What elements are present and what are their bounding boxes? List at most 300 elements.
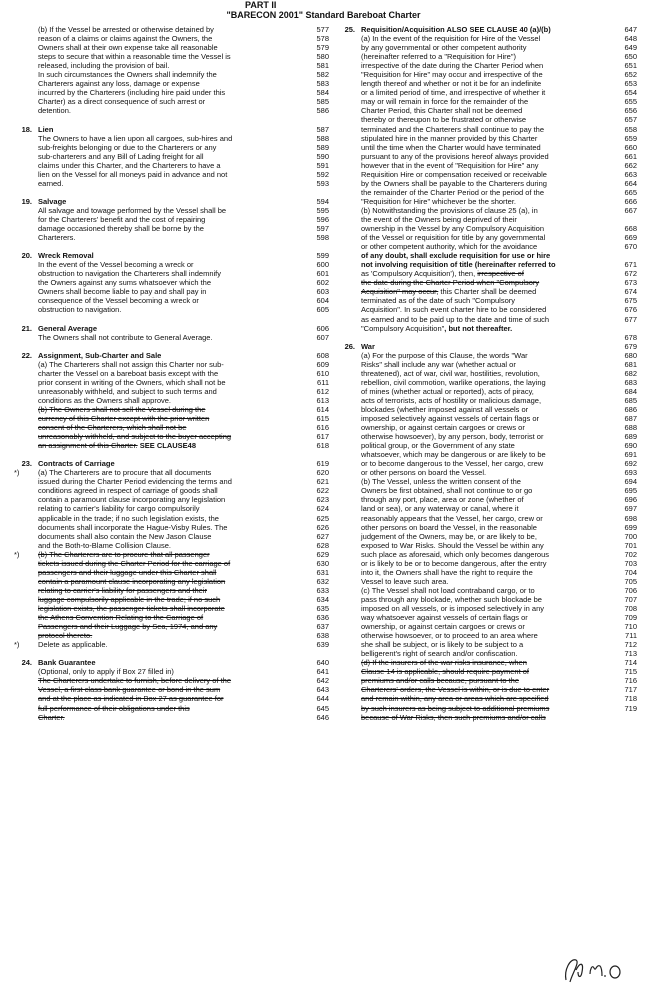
line-number: 638 [316,631,329,641]
text-line [337,342,637,351]
text-line [337,477,637,486]
clause-text [361,278,607,287]
text-line [337,170,637,179]
clause-heading: Lien [38,124,54,134]
line-number: 641 [316,667,329,677]
text-line [337,441,637,450]
clause-text: Charterers against any loss, damage or expense [38,79,200,89]
clause-heading: General Average [38,323,98,333]
line-number: 682 [624,368,637,378]
clause-text: blockades (whether imposed against all vessels or [361,404,529,414]
clause-text: ownership in the Vessel by any Compulsory Acquisition [361,224,545,234]
text-line [337,423,637,432]
line-number: 601 [316,269,329,279]
text-line [14,197,329,206]
text-line [337,106,637,115]
text-line [337,369,637,378]
text-line [14,260,329,269]
line-number: 650 [624,52,637,62]
clause-text [38,405,298,414]
clause-text: relating to carrier's liability for cargo compulsorily [38,504,200,514]
clause-text: as 'Compulsory Acquisition'), then, irrespective of [361,269,524,279]
clause-text: otherwise howsoever, or to proceed to an area where [361,631,538,641]
text-line [337,278,637,287]
line-number: 666 [624,196,637,206]
left-column [14,25,329,722]
clause-heading: not involving requisition of title (hereinafter referred to [361,260,556,270]
clause-number: 20. [21,251,32,261]
text-line [337,43,637,52]
line-number: 680 [624,350,637,360]
line-number: 705 [624,576,637,586]
line-number: 667 [624,205,637,215]
text-line [14,396,329,405]
clause-text: by the Owners shall be payable to the Charterers during [361,178,547,188]
line-number: 664 [624,178,637,188]
clause-text: thereby or thereupon to be frustrated or otherwise [361,115,527,125]
clause-heading: Requisition/Acquisition ALSO SEE CLAUSE 40 (a)/(b) [361,25,551,34]
text-line [337,396,637,405]
clause-number: 24. [21,658,32,668]
clause-text: lien on the Vessel for all moneys paid in advance and not [38,169,228,179]
clause-heading: War [361,341,375,351]
clause-text: political group, or the Government of any state [361,441,515,451]
line-number: 657 [624,115,637,125]
clause-text: imposed selectively against vessels of certain flags or [361,414,540,424]
clause-text: (Optional, only to apply if Box 27 filled in) [38,667,174,677]
clause-text [38,685,298,694]
line-number: 662 [624,160,637,170]
clause-text: however that in the event of "Requisition for Hire" any [361,160,539,170]
text-line [14,52,329,61]
line-number: 670 [624,242,637,252]
clause-text: (b) If the Vessel be arrested or otherwise detained by [38,25,214,34]
text-line [14,125,329,134]
section-gap [14,115,329,124]
line-number: 584 [316,88,329,98]
clause-text: The Owners to have a lien upon all cargoes, sub-hires and [38,133,233,143]
line-number: 603 [316,287,329,297]
clause-text: prior consent in writing of the Owners, which shall not be [38,377,226,387]
text-line [14,61,329,70]
line-number: 648 [624,34,637,44]
clause-text: ownership, or against certain cargoes or crews or [361,423,525,433]
text-line [337,378,637,387]
clause-text: Owners be first obtained, shall not continue to or go [361,486,533,496]
clause-text: Charter Period, this Charter shall not be deemed [361,106,523,116]
text-line [14,704,329,713]
clause-number: 26. [344,341,355,351]
line-number: 646 [316,712,329,722]
text-line [337,88,637,97]
text-line [337,197,637,206]
line-number: 675 [624,296,637,306]
line-number: 689 [624,432,637,442]
text-line [337,658,637,667]
text-line [337,405,637,414]
text-line [14,477,329,486]
clause-text [38,432,298,441]
line-number: 696 [624,495,637,505]
text-line [14,523,329,532]
line-number: 595 [316,205,329,215]
struck-text: Clause 14 is applicable, should require payment of [361,667,530,677]
text-line [14,667,329,676]
text-line [14,378,329,387]
clause-number: 22. [21,350,32,360]
text-line [14,34,329,43]
clause-text: terminated as of the date of such "Compulsory [361,296,515,306]
clause-text: or other competent authority, which for the avoidance [361,242,538,252]
struck-text: and at the place as indicated in Box 27 as guarantee for [38,694,224,704]
clause-text: irrespective of the date during the Charter Period when [361,61,544,71]
text-line [337,459,637,468]
line-number: 605 [316,305,329,315]
clause-text: may or will remain in force for the remainder of the [361,97,529,107]
line-number: 659 [624,133,637,143]
clause-text: as earned and to be paid up to the date and time of such [361,314,550,324]
text-line [337,215,637,224]
text-line [14,215,329,224]
line-number: 640 [316,658,329,668]
text-line [337,532,637,541]
line-number: 583 [316,79,329,89]
text-line [337,450,637,459]
text-line [337,577,637,586]
struck-text: The Charterers undertake to furnish, before delivery of the [38,676,232,686]
line-number: 679 [624,341,637,351]
line-number: 579 [316,43,329,53]
text-line [14,604,329,613]
line-number: 611 [317,377,329,387]
line-number: 692 [624,459,637,469]
clause-text [38,550,298,559]
line-number: 644 [316,694,329,704]
clause-text: (hereinafter referred to a "Requisition for Hire") [361,52,516,62]
section-gap [14,242,329,251]
clause-text: of the Vessel or requisition for title by any governmental [361,233,546,243]
line-number: 582 [316,70,329,80]
clause-text [38,586,298,595]
line-number: 708 [624,604,637,613]
struck-text: Vessel, a first class bank guarantee or bond in the sum [38,685,221,695]
line-number: 694 [624,477,637,487]
line-number: 704 [624,567,637,577]
text-line [337,685,637,694]
line-number: 615 [316,414,329,424]
text-line [337,161,637,170]
line-number: 665 [624,187,637,197]
line-number: 625 [316,513,329,523]
clause-text: issued during the Charter Period evidencing the terms and [38,477,232,487]
text-line [14,613,329,622]
line-number: 616 [316,423,329,433]
clause-text: detention. [38,106,71,116]
text-line [14,685,329,694]
line-number: 622 [316,486,329,496]
line-number: 713 [624,649,637,659]
struck-text: by such insurers as being subject to additional premiums [361,703,550,713]
clause-text: (a) For the purpose of this Clause, the words "War [361,350,528,360]
text-line [337,52,637,61]
text-line [337,586,637,595]
text-line [14,640,329,649]
clause-text: (a) The Charterers shall not assign this Charter nor sub- [38,359,224,369]
text-line [14,269,329,278]
text-line [14,25,329,34]
line-number: 581 [316,61,329,71]
clause-text [361,676,607,685]
clause-text: otherwise howsoever), by any person, body, terrorist or [361,432,544,442]
text-line [14,423,329,432]
text-line [337,595,637,604]
text-line [14,631,329,640]
clause-text: sub-freights belonging or due to the Charterers or any [38,142,217,152]
text-line [14,559,329,568]
line-number: 663 [624,169,637,179]
struck-text: tickets issued during the Charter Period for the carriage of [38,558,231,568]
text-line [14,586,329,595]
clause-number: 19. [21,196,32,206]
clause-text [38,577,298,586]
line-number: 661 [624,151,637,161]
line-number: 693 [624,468,637,478]
line-number: 647 [624,25,637,34]
clause-text [38,694,298,703]
clause-text: (c) The Vessel shall not load contraband cargo, or to [361,585,535,595]
section-gap [14,450,329,459]
clause-text: consequence of the Vessel becoming a wreck or [38,296,199,306]
clause-text: conditions as the Owners shall approve. [38,395,171,405]
line-number: 642 [316,676,329,686]
text-line [14,206,329,215]
struck-text: because of War Risks, then such premiums and/or calls [361,712,546,722]
text-line [337,713,637,722]
section-gap [14,188,329,197]
line-number: 627 [316,531,329,541]
line-number: 604 [316,296,329,306]
line-number: 608 [316,350,329,360]
line-number: 719 [624,703,637,713]
line-number: 628 [316,540,329,550]
text-line [337,233,637,242]
line-number: 698 [624,513,637,523]
line-number: 621 [316,477,329,487]
clause-text: Delete as applicable. [38,640,108,650]
text-line [14,287,329,296]
clause-text: conditions agreed in respect of carriage of goods shall [38,486,218,496]
clause-text: land or sea), or any waterway or canal, where it [361,504,519,514]
clause-number: 21. [21,323,32,333]
line-number: 656 [624,106,637,116]
line-number: 711 [625,631,637,641]
struck-text: unreasonably withheld, and subject to the buyer accepting [38,432,232,442]
line-number: 636 [316,613,329,623]
line-number: 707 [624,594,637,604]
clause-text: by any governmental or other competent authority [361,43,527,53]
clause-text: Requisition Hire or compensation received or receivable [361,169,547,179]
clause-text: Charterers. [38,233,76,243]
text-line [337,25,637,34]
text-line [14,251,329,260]
struck-text: passengers and their luggage under this Charter shall [38,567,217,577]
line-number: 590 [316,151,329,161]
text-line [14,170,329,179]
clause-text [38,676,298,685]
line-number: 596 [316,214,329,224]
clause-text: steps to secure that within a reasonable time the Vessel is [38,52,231,62]
line-number: 612 [316,386,329,396]
line-number: 651 [624,61,637,71]
line-number: 658 [624,124,637,134]
line-number: 702 [624,549,637,559]
line-number: 587 [316,124,329,134]
text-line [14,324,329,333]
text-line [14,106,329,115]
clause-number: 18. [21,124,32,134]
text-line [337,305,637,314]
text-line [14,97,329,106]
handwritten-initials-signature [562,952,624,988]
text-line [337,631,637,640]
clause-heading: of any doubt, shall exclude requisition for use or hire [361,251,551,261]
text-line [14,152,329,161]
text-line [337,414,637,423]
line-number: 677 [624,314,637,324]
text-line [14,676,329,685]
part-label: PART II [245,0,277,10]
clause-text: or is likely to be or to become dangerous, after the entry [361,558,547,568]
clause-text: into it, the Owners shall have the right to require the [361,567,533,577]
text-line [14,70,329,79]
clause-text: until the time when the Charter would have terminated [361,142,541,152]
text-line [337,604,637,613]
text-line [337,676,637,685]
text-line [337,296,637,305]
clause-text [38,622,298,631]
line-number: 586 [316,106,329,116]
clause-heading: Assignment, Sub-Charter and Sale [38,350,162,360]
line-number: 683 [624,377,637,387]
clause-text: charter the Vessel on a bareboat basis except with the [38,368,219,378]
line-number: 626 [316,522,329,532]
text-line [337,387,637,396]
struck-text: (b) The Charterers are to procure that all passenger [38,549,210,559]
text-line [14,143,329,152]
line-number: 635 [316,604,329,613]
line-number: 706 [624,585,637,595]
text-line [337,432,637,441]
text-line [337,324,637,333]
text-line [337,143,637,152]
clause-text: judgement of the Owners, may be, or are likely to be, [361,531,537,541]
text-line [14,495,329,504]
footnote-marker: *) [14,468,20,478]
clause-text: applicable in the trade; if no such legislation exists, the [38,513,219,523]
clause-heading: Wreck Removal [38,251,94,261]
text-line [14,595,329,604]
line-number: 700 [624,531,637,541]
line-number: 660 [624,142,637,152]
clause-text: the event of the Owners being deprived of their [361,214,517,224]
clause-text: (a) The Charterers are to procure that all documents [38,468,212,478]
text-line [337,251,637,260]
line-number: 580 [316,52,329,62]
line-number: 691 [624,450,637,460]
section-gap [14,649,329,658]
clause-text: belligerent's right of search and/or confiscation. [361,649,518,659]
struck-text: an assignment of this Charter. [38,441,138,451]
line-number: 623 [316,495,329,505]
text-line [14,694,329,703]
clause-text: (a) In the event of the requisition for Hire of the Vessel [361,34,541,44]
clause-text: released, including the provision of bail. [38,61,170,71]
text-line [14,468,329,477]
clause-text [38,568,298,577]
line-number: 578 [316,34,329,44]
line-number: 620 [316,468,329,478]
text-line [337,224,637,233]
document-title: "BARECON 2001" Standard Bareboat Charter [226,10,421,20]
text-line [337,125,637,134]
line-number: 703 [624,558,637,568]
line-number: 629 [316,549,329,559]
text-line [14,369,329,378]
text-line [337,269,637,278]
clause-text: Owners shall become liable to pay and shall pay in [38,287,207,297]
line-number: 592 [316,169,329,179]
clause-heading: Salvage [38,196,67,206]
line-number: 599 [316,251,329,261]
line-number: 645 [316,703,329,713]
text-line [14,414,329,423]
text-line [337,61,637,70]
line-number: 606 [316,323,329,333]
text-line [14,658,329,667]
clause-text: (b) The Vessel, unless the written consent of the [361,477,521,487]
clause-text: other persons on board the Vessel, in the reasonable [361,522,537,532]
clause-text: pass through any blockade, whether such blockade be [361,594,542,604]
struck-text: contain a paramount clause incorporating any legislation [38,576,226,586]
line-number: 649 [624,43,637,53]
clause-text: for the Charterers' benefit and the cost of repairing [38,214,206,224]
text-line [337,333,637,342]
line-number: 688 [624,423,637,433]
clause-text: documents shall incorporate the Hague-Visby Rules. The [38,522,228,532]
clause-number: 23. [21,459,32,469]
clause-text: claims under this Charter, and the Charterers to have a [38,160,221,170]
text-line [14,134,329,143]
line-number: 643 [316,685,329,695]
text-line [14,405,329,414]
clause-text [38,704,298,713]
struck-text: Passengers and their Luggage by Sea, 1974, and any [38,622,218,632]
line-number: 634 [316,594,329,604]
text-line [14,333,329,342]
clause-text: "Requisition for Hire" may occur and irrespective of the [361,70,543,80]
clause-text [38,604,298,613]
line-number: 624 [316,504,329,514]
text-line [14,351,329,360]
line-number: 617 [316,432,329,442]
line-number: 710 [624,622,637,632]
text-line [337,550,637,559]
clause-text: reasonably appears that the Vessel, her cargo, crew or [361,513,543,523]
struck-text: consent of the Charterers, which shall not be [38,423,187,433]
line-number: 609 [316,359,329,369]
clause-text: or other persons on board the Vessel. [361,468,487,478]
clause-text [38,441,298,450]
